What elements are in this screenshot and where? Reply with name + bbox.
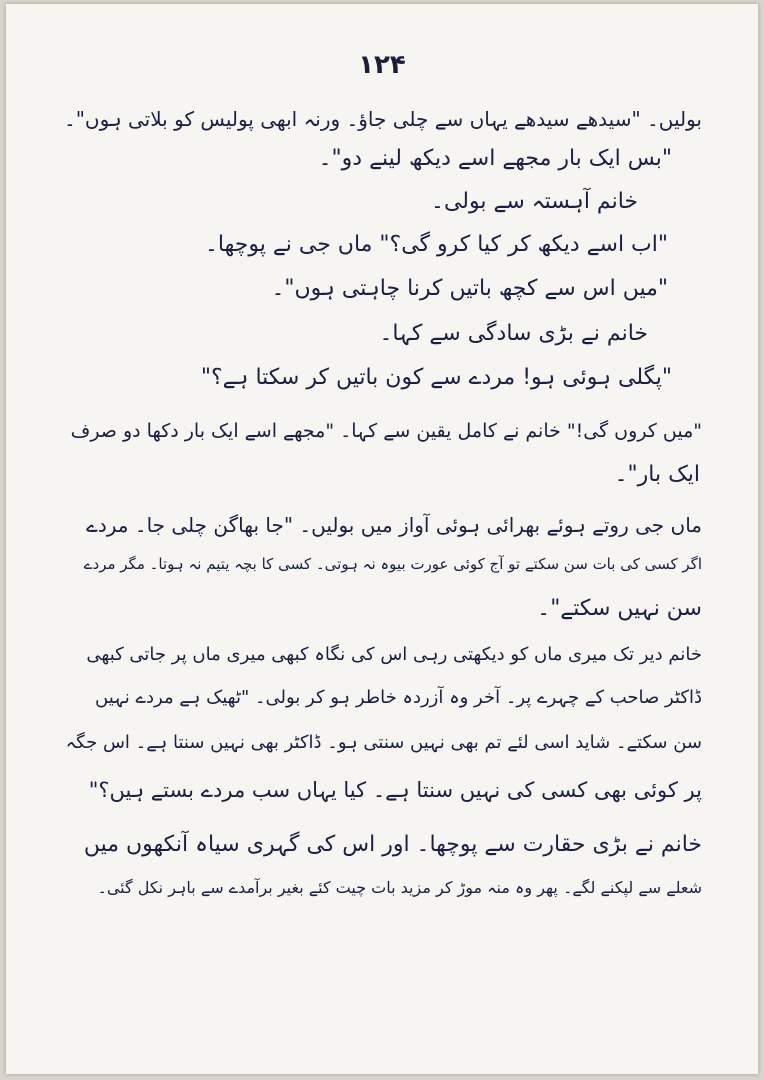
text-line: "بس ایک بار مجھے اسے دیکھ لینے دو"۔ (318, 146, 672, 171)
text-line: سن سکتے۔ شاید اسی لئے تم بھی نہیں سنتی ہو۔ ڈاکٹر بھی نہیں سنتا ہے۔ اس جگہ (65, 732, 702, 753)
page-number: ۱۲۴ (358, 50, 406, 80)
text-line: خانم آہستہ سے بولی۔ (431, 189, 638, 214)
text-line: پر کوئی بھی کسی کی نہیں سنتا ہے۔ کیا یہاں سب مردے بستے ہیں؟" (88, 778, 702, 802)
text-line: بولیں۔ "سیدھے سیدھے یہاں سے چلی جاؤ۔ ورنہ ابھی پولیس کو بلاتی ہوں"۔ (64, 107, 702, 131)
document-page (6, 4, 758, 1074)
text-line: خانم نے بڑی حقارت سے پوچھا۔ اور اس کی گہری سیاہ آنکھوں میں (83, 832, 702, 857)
text-line: "پگلی ہوئی ہو! مردے سے کون باتیں کر سکتا ہے؟" (200, 365, 672, 390)
text-line: "میں اس سے کچھ باتیں کرنا چاہتی ہوں"۔ (271, 276, 668, 301)
text-line: "میں کروں گی!" خانم نے کامل یقین سے کہا۔ "مجھے اسے ایک بار دکھا دو صرف (70, 420, 702, 442)
text-line: شعلے سے لپکنے لگے۔ پھر وہ منہ موڑ کر مزید بات چیت کئے بغیر برآمدے سے باہر نکل گئی۔ (97, 878, 702, 897)
text-line: اگر کسی کی بات سن سکتے تو آج کوئی عورت بیوہ نہ ہوتی۔ کسی کا بچہ یتیم نہ ہوتا۔ مگر مردے (83, 555, 702, 573)
text-line: ماں جی روتے ہوئے بھرائی ہوئی آواز میں بولیں۔ "جا بھاگن چلی جا۔ مردے (86, 513, 702, 537)
text-line: ایک بار"۔ (614, 462, 700, 487)
text-line: خانم نے بڑی سادگی سے کہا۔ (379, 321, 648, 346)
text-line: ڈاکٹر صاحب کے چہرے پر۔ آخر وہ آزردہ خاطر ہو کر بولی۔ "ٹھیک ہے مردے نہیں (95, 687, 702, 708)
text-line: "اب اسے دیکھ کر کیا کرو گی؟" ماں جی نے پوچھا۔ (205, 232, 668, 257)
text-line: سن نہیں سکتے"۔ (537, 596, 702, 621)
text-line: خانم دیر تک میری ماں کو دیکھتی رہی اس کی نگاہ کبھی میری ماں پر جاتی کبھی (86, 644, 702, 665)
